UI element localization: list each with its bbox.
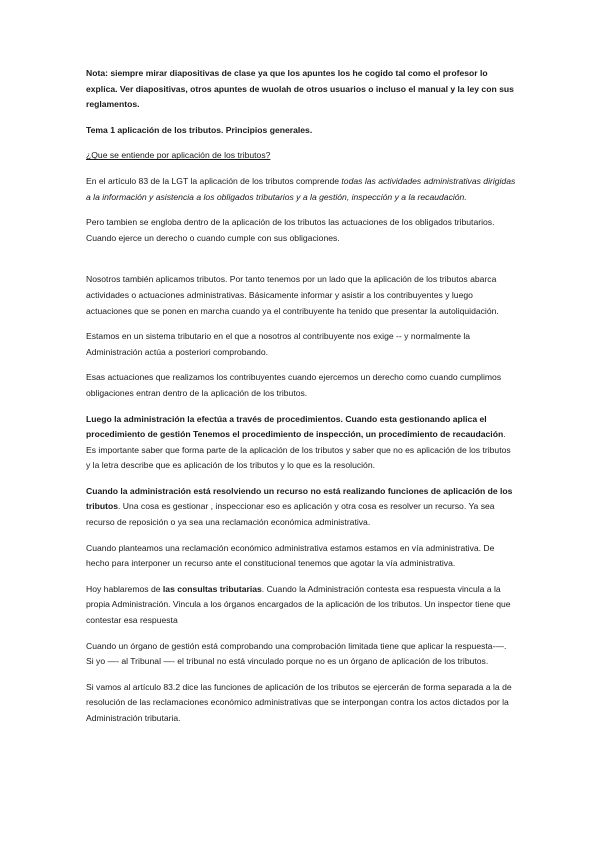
recurso-bold: Cuando la administración está resolviendo un recurso no está realizando funciones de aplicación de los tributos	[86, 485, 513, 512]
sistema-paragraph: Estamos en un sistema tributario en el que a nosotros al contribuyente nos exige -- y normalmente la Administración actúa a posteriori comprobando.	[86, 331, 471, 357]
article-83-text: En el artículo 83 de la LGT la aplicación de los tributos comprende	[86, 175, 342, 186]
question-heading: ¿Que se entiende por aplicación de los tributos?	[86, 150, 271, 161]
recurso-text: . Una cosa es gestionar , inspeccionar eso es aplicación y otra cosa es resolver un recurso. Ya sea recurso de reposición o ya sea una reclamación económica administrativa.	[86, 501, 495, 528]
obligados-paragraph: Pero tambien se engloba dentro de la aplicación de los tributos las actuaciones de los obligados tributarios. Cuando ejerce un derecho o cuando cumple con sus obligaciones.	[86, 217, 495, 243]
article-83-paragraph	[86, 174, 516, 205]
consultas-paragraph	[86, 582, 516, 629]
nosotros-paragraph: Nosotros también aplicamos tributos. Por tanto tenemos por un lado que la aplicación de los tributos abarca actividades o actuaciones administrativas. Básicamente informar y asistir a los contribuyentes y luego actuaciones que se ponen en marcha cuando ya el contribuyente ha tenido que presentar la autoliquidación.	[86, 274, 499, 316]
blank-spacer	[86, 256, 516, 272]
consultas-intro: Hoy hablaremos de	[86, 583, 163, 594]
organo-gestion-paragraph: Cuando un órgano de gestión está comprobando una comprobación limitada tiene que aplicar la respuesta-—. Si yo —- al Tribunal —- el tribunal no está vinculado porque no es un órgano de aplicación de los tributos.	[86, 640, 507, 667]
article-83-quote: todas las actividades administrativas dirigidas a la información y asistencia a los obligados tributarios y a la gestión, inspección y a la recaudación.	[86, 175, 516, 202]
recurso-paragraph	[86, 484, 516, 531]
procedimientos-paragraph	[86, 412, 516, 474]
consultas-text: . Cuando la Administración contesta esa respuesta vincula a la propia Administración. Vincula a los órganos encargados de la aplicación de los tributos. Un inspector tiene que contestar esa respuesta	[86, 583, 511, 626]
topic-title: Tema 1 aplicación de los tributos. Principios generales.	[86, 124, 313, 135]
reclamacion-paragraph: Cuando planteamos una reclamación económico administrativa estamos estamos en vía administrativa. De hecho para interponer un recurso ante el constitucional tenemos que agotar la vía administrativa.	[86, 542, 495, 569]
consultas-bold: las consultas tributarias	[162, 583, 262, 594]
procedimientos-bold: Luego la administración la efectúa a través de procedimientos. Cuando esta gestionando aplica el procedimiento de gestión Tenemos el procedimiento de inspección, un procedimiento de recaudación	[86, 413, 504, 440]
articulo-83-2-paragraph: Si vamos al artículo 83.2 dice las funciones de aplicación de los tributos se ejercerán de forma separada a la de resolución de las reclamaciones económico administrativas que se interpongan contra los actos dictados por la Administración tributaria.	[86, 681, 512, 723]
document-body	[86, 66, 516, 737]
procedimientos-text: . Es importante saber que forma parte de la aplicación de los tributos y saber que no es aplicación de los tributos y la letra describe que es aplicación de los tributos y lo que es la resolución.	[86, 429, 511, 471]
note-paragraph: Nota: siempre mirar diapositivas de clase ya que los apuntes los he cogido tal como el profesor lo explica. Ver diapositivas, otros apuntes de wuolah de otros usuarios o incluso el manual y la ley con sus reglamentos.	[86, 68, 514, 110]
actuaciones-paragraph: Esas actuaciones que realizamos los contribuyentes cuando ejercemos un derecho como cuando cumplimos obligaciones entran dentro de la aplicación de los tributos.	[86, 372, 502, 398]
